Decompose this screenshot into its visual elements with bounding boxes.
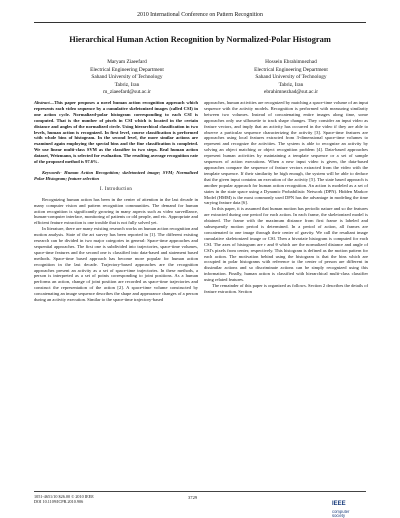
- paragraph: approaches, human activities are recognized by matching a space-time volume of an input sequence with the activity models. Recognition is performed with measuring similarity between two volumes. Instead of concatenating entire images along time, some approaches only use silhouette to track shape changes. They consider an input video as feature vectors, and imply that an activity has occurred in the video if they are able to observe a particular sequence characterizing the activity [3]. Space-time features are approaches using local features extracted from 3-dimensional space-time volumes to represent and recognize the activities. The system is able to recognize an activity by solving an object matching or object recognition problem [4]. Data-based approaches represent human activities by maintaining a template sequence or a set of sample sequences of action executions. When a new input video is given, the data-based approaches compare the sequence of feature vectors extracted from the video with the template sequence. If their similarity be high enough, the system will be able to deduce that the given input contains an execution of the activity [5]. The state based approach is another popular approach for human action recognition. An action is modeled as a set of states in the state space using a Dynamic Probabilistic Network (DPN). Hidden Markov Model (HMM) is the most commonly used DPN has the advantage in modeling the time varying feature data [6].: [204, 100, 368, 206]
- paragraph: Recognizing human action has been in the center of attention in the last decade in many computer vision and pattern recognition communities. The demand for human action recognition is significantly growing in many aspects such as video surveillance, human-computer interface, monitoring of patients or old people, and etc. Appropriate and efficient feature extraction is one trouble that is not fully solved yet.: [34, 196, 198, 226]
- author-city: Tabriz, Iran: [114, 81, 140, 88]
- author-email: ebrahimnezhad@sut.ac.ir: [264, 89, 318, 95]
- author-email: m_ziaeefard@sut.ac.ir: [103, 89, 151, 95]
- author-block-1: [52, 59, 202, 97]
- author-name: Hossein Ebrahimnezhad: [265, 59, 317, 65]
- left-column: [34, 100, 198, 303]
- author-univ: Sahand University of Technology: [255, 74, 327, 80]
- logo-sub-text-2: society: [332, 513, 346, 518]
- paragraph: In this paper, it is assumed that human motion has periodic nature and so the features are extracted during one period for each action. In each frame, the skeletonized model is obtained. The frame with the maximum distance from first frame is labeled and subsequently motion period is determined. In a period of action, all frames are concatenated to one image through their center of gravity. We call the resultant image cumulative skeletonized image or CSI. Then a bivariate histogram is computed for each CSI. The axes of histogram are r and θ which are the normalized distance and angle of CSI's pixels from center, respectively. This histogram is defined as the motion pattern for each action. The motivation behind using the histogram is that the bins which are occupied in polar histograms with reference to the center of person are different in dissimilar actions and so discriminate actions can be simply recognized using this information. Finally, human action is classified with hierarchical multi-class classifier using related features.: [204, 206, 368, 283]
- header-rule: [34, 22, 366, 23]
- paper-title: Hierarchical Human Action Recognition by Normalized-Polar Histogram: [69, 35, 331, 44]
- author-block-2: [216, 59, 366, 97]
- author-univ: Sahand University of Technology: [91, 74, 163, 80]
- conference-header: 2010 International Conference on Pattern Recognition: [137, 12, 263, 18]
- right-column: [204, 100, 368, 295]
- author-dept: Electrical Engineering Department: [254, 66, 328, 73]
- author-dept: Electrical Engineering Department: [90, 66, 164, 73]
- keywords: Keywords- Human Action Recognition; skeletonized image; SVM; Normalized Polar Histogram; feature selection: [34, 169, 198, 181]
- footer-rule: [34, 491, 366, 492]
- author-city: Tabriz, Iran: [278, 81, 304, 88]
- abstract-text: —This paper proposes a novel human action recognition approach which represents each video sequence by a cumulative skeletonized images (called CSI) in one action cycle. Normalized-polar histogram corresponding to each CSI is computed. That is the number of pixels in CSI which is located in the certain distance and angles of the normalized circle. Using hierarchical classification in two levels, human action is recognized. In first level, course classification is performed with whole bins of histogram. In the second level, the more similar actions are examined again employing the special bins and the fine classification is completed. We use linear multi-class SVM as the classifier in two steps. Real human action dataset, Weizmann, is selected for evaluation. The resulting average recognition rate of the proposed method is 97.6%.: [34, 100, 198, 165]
- page-number: 3729: [188, 495, 198, 500]
- footer-doi: DOI 10.1109/ICPR.2010.906: [34, 499, 84, 505]
- author-name: Maryam Ziaeefard: [107, 59, 147, 65]
- logo-sub-text-1: computer: [332, 509, 350, 514]
- footer-copyright: [34, 494, 94, 505]
- abstract: [34, 100, 198, 165]
- paragraph: The remainder of this paper is organized as follows. Section 2 describes the details of feature extraction. Section: [204, 283, 368, 294]
- footer-issn: 1051-4651/10 $26.00 © 2010 IEEE: [34, 494, 94, 499]
- section-heading: I. Introduction: [99, 186, 133, 192]
- paragraph: In literature, there are many existing research works on human action recognition and motion analysis. State of the art survey has been reported in [1]. The different existing research can be divided in two major categories in general: Space-time approaches and sequential approaches. The first one is subdivided into trajectories, space-time volumes, space-time features and the second one is classified into data-based and statement based methods. Space-time based approach has become more popular for human action recognition in the last decade. Trajectory-based approaches are the recognition approaches present an activity as a set of space-time trajectories. In these methods, a person is interpreted as a set of points corresponding to joint positions. As a human performs an action, change of joint position are recorded as space-time trajectories and construct the representation of the action [2]. A space-time volume constructed by concatenating an image sequence describes the shape and appearance changes of a person during an activity execution. Similar to the space-time trajectory-based: [34, 226, 198, 303]
- ieee-computer-society-logo: [332, 492, 372, 518]
- abstract-label: Abstract: [34, 100, 50, 105]
- logo-main-text: IEEE: [332, 501, 346, 507]
